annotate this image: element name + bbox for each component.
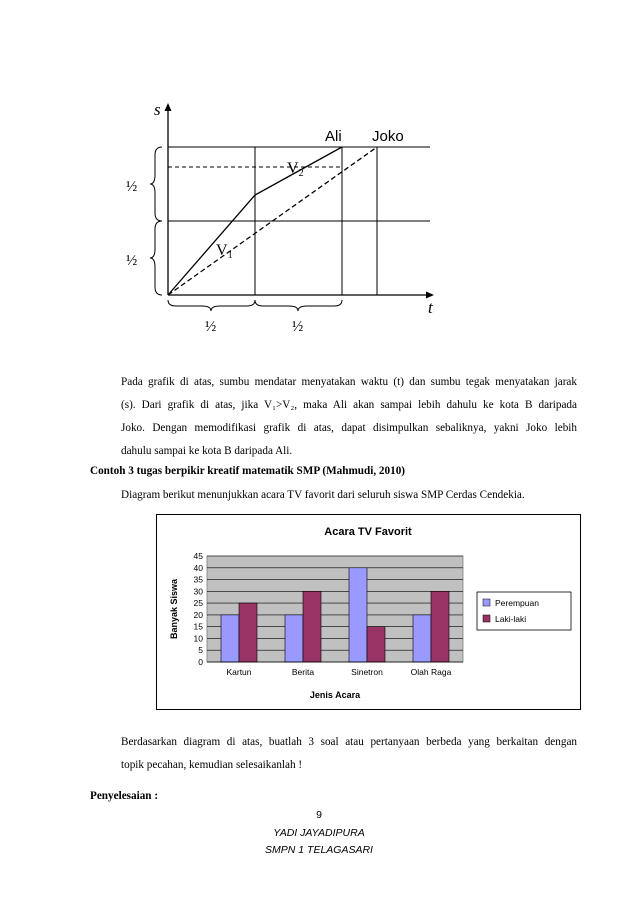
- y-tick-label: 10: [193, 633, 203, 644]
- half-label: ½: [292, 319, 304, 335]
- v2-label: V2: [287, 160, 304, 179]
- solution-heading: Penyelesaian :: [90, 790, 159, 802]
- x-tick-label: Kartun: [226, 667, 252, 677]
- x-axis-label: Jenis Acara: [309, 690, 361, 700]
- paragraph-line: Pada grafik di atas, sumbu mendatar menyatakan waktu (t) dan sumbu tegak menyatakan jarak: [121, 376, 577, 388]
- y-tick-label: 45: [193, 551, 203, 561]
- bar-perempuan-kartun: [221, 615, 239, 662]
- half-label: ½: [126, 179, 138, 195]
- example-intro: Diagram berikut menunjukkan acara TV favorit dari seluruh siswa SMP Cerdas Cendekia.: [121, 489, 525, 501]
- chart-legend: [477, 592, 571, 630]
- axis-t-label: t: [428, 298, 433, 317]
- paragraph-line: Berdasarkan diagram di atas, buatlah 3 soal atau pertanyaan berbeda yang berkaitan dengan: [121, 736, 577, 748]
- joko-label: Joko: [372, 128, 404, 145]
- axis-s-label: s: [154, 100, 161, 119]
- bar-laki-laki-olah-raga: [431, 591, 449, 662]
- example-heading: Contoh 3 tugas berpikir kreatif matematik SMP (Mahmudi, 2010): [90, 465, 406, 477]
- y-tick-label: 35: [193, 574, 203, 585]
- bottom-braces: [168, 300, 342, 311]
- y-tick-label: 0: [198, 657, 203, 667]
- ali-label: Ali: [325, 128, 342, 145]
- legend-label-laki-laki: Laki-laki: [495, 614, 527, 624]
- footer-school: SMPN 1 TELAGASARI: [265, 844, 373, 856]
- paragraph-line: (s). Dari grafik di atas, jika V₁>V₂, maka Ali akan sampai lebih dahulu ke kota B daripada: [121, 399, 577, 411]
- left-braces: [150, 147, 162, 295]
- footer-author: YADI JAYADIPURA: [273, 827, 365, 839]
- paragraph-line: topik pecahan, kemudian selesaikanlah !: [121, 759, 303, 771]
- half-label: ½: [126, 253, 138, 269]
- bar-perempuan-sinetron: [349, 568, 367, 662]
- x-tick-label: Berita: [291, 667, 315, 677]
- bar-perempuan-olah-raga: [413, 615, 431, 662]
- y-tick-label: 15: [193, 621, 203, 632]
- bar-laki-laki-berita: [303, 591, 321, 662]
- v1-label: V1: [216, 242, 233, 261]
- paragraph-line: dahulu sampai ke kota B daripada Ali.: [121, 445, 293, 457]
- legend-swatch-laki-laki: [483, 615, 490, 622]
- x-tick-label: Sinetron: [351, 667, 383, 677]
- y-tick-label: 20: [193, 609, 203, 620]
- distance-time-graph: [110, 95, 440, 350]
- y-tick-label: 25: [193, 598, 203, 609]
- bar-laki-laki-kartun: [239, 603, 257, 662]
- legend-label-perempuan: Perempuan: [495, 598, 539, 608]
- tv-favorite-bar-chart: [156, 514, 581, 710]
- bar-perempuan-berita: [285, 615, 303, 662]
- y-axis-label: Banyak Siswa: [169, 578, 179, 640]
- page-number: 9: [316, 809, 322, 821]
- graph-explanation-paragraph: [121, 371, 577, 463]
- chart-title: Acara TV Favorit: [324, 526, 412, 538]
- x-tick-label: Olah Raga: [410, 667, 452, 677]
- y-tick-label: 5: [198, 645, 203, 656]
- bar-laki-laki-sinetron: [367, 627, 385, 662]
- y-tick-label: 40: [193, 562, 203, 573]
- task-paragraph: [121, 731, 577, 777]
- paragraph-line: Joko. Dengan memodifikasi grafik di atas, dapat disimpulkan sebaliknya, yakni Joko lebih: [121, 422, 577, 434]
- half-label: ½: [205, 319, 217, 335]
- legend-swatch-perempuan: [483, 599, 490, 606]
- y-tick-label: 30: [193, 586, 203, 597]
